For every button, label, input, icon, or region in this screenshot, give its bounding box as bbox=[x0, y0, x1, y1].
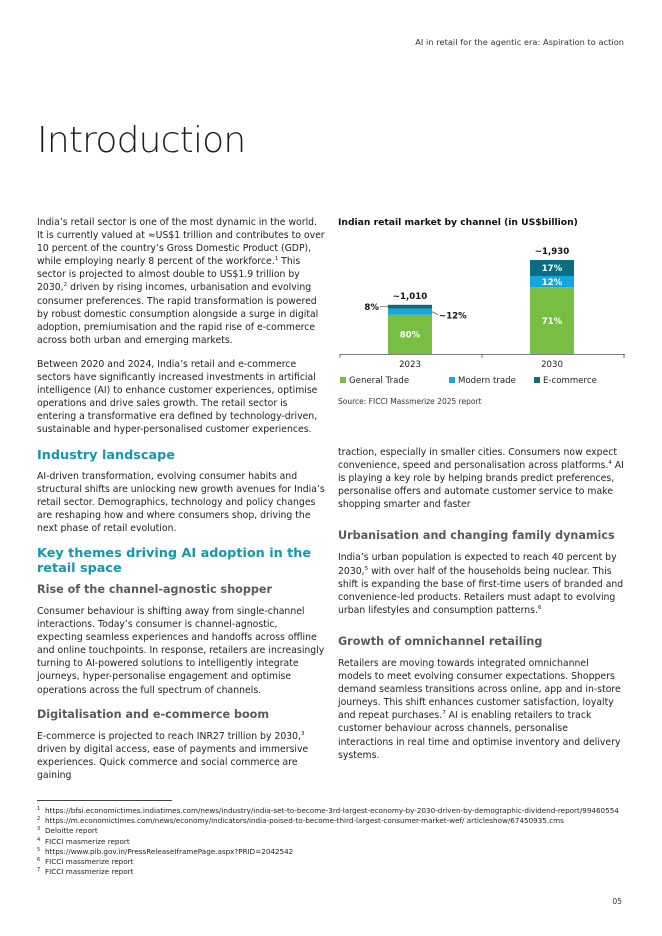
footnote-text: FICCI massmerize report bbox=[45, 857, 134, 867]
footnote-link[interactable]: https://m.economictimes.com/news/economy/indicators/india-poised-to-become-third-largest-consumer-market-wef/ articleshow/67450935.cms bbox=[45, 816, 564, 826]
legend-label: General Trade bbox=[349, 376, 410, 386]
retail-channel-chart bbox=[330, 236, 630, 394]
footnote-ref[interactable]: 1 bbox=[274, 256, 279, 263]
footnote-item: 3 Deloitte report bbox=[37, 826, 98, 836]
omnichannel-text: Retailers are moving towards integrated omnichannel models to meet evolving consumer expectations. Shoppers demand seamless transitions across online, app and in-store journeys. This shift enhances customer satisfaction, loyalty and repeat purchases.$^7$ AI is enabling retailers to track customer behaviour across channels, personalise interactions in real time and optimise inventory and delivery systems. bbox=[338, 657, 621, 761]
page-number: 05 bbox=[612, 897, 622, 906]
channel-agnostic-heading: Rise of the channel-agnostic shopper bbox=[37, 582, 272, 596]
footnote-item: 6 FICCI massmerize report bbox=[37, 857, 134, 867]
data-label: 8% bbox=[364, 302, 379, 313]
industry-landscape-text: AI-driven transformation, evolving consumer habits and structural shifts are unlocking new growth avenues for India’s retail sector. Demographics, technology and policy changes are reshaping how and where consumers shop, driving the next phase of retail evolution. bbox=[37, 470, 325, 534]
data-label: ~12% bbox=[439, 311, 467, 322]
footnote-link[interactable]: https://bfsi.economictimes.indiatimes.com/news/industry/india-set-to-become-3rd-largest-economy-by-2030-driven-by-demographic-dividend-report/99460554 bbox=[45, 806, 619, 815]
footnote-item: 2 https://m.economictimes.com/news/economy/indicators/india-poised-to-become-third-largest-consumer-market-wef/ articleshow/67450935.cms bbox=[37, 816, 564, 826]
data-label: 80% bbox=[399, 330, 421, 341]
footnote-item: 4 FICCI masmerize report bbox=[37, 836, 130, 846]
legend-swatch bbox=[340, 377, 346, 383]
right-column bbox=[338, 446, 624, 773]
left-column bbox=[37, 216, 325, 793]
legend-label: Modern trade bbox=[458, 376, 516, 386]
bar-segment-modern-trade bbox=[388, 309, 432, 315]
x-tick-label: 2023 bbox=[399, 360, 421, 370]
data-label: 17% bbox=[541, 264, 563, 275]
bar-segment-e-commerce bbox=[388, 305, 432, 309]
urbanisation-heading: Urbanisation and changing family dynamics bbox=[338, 529, 615, 543]
intro-paragraph-2: Between 2020 and 2024, India’s retail and e-commerce sectors have significantly increased investments in artificial intelligence (AI) to enhance customer experiences, optimise operations and drive sales growth. The retail sector is entering a transformative era defined by technology-driven, sustainable and hyper-personalised customer experiences. bbox=[37, 358, 318, 436]
total-label: ~1,010 bbox=[392, 291, 428, 302]
footnote-item: 1 https://bfsi.economictimes.indiatimes.com/news/industry/india-set-to-become-3rd-largest-economy-by-2030-driven-by-demographic-dividend-report/99460554 bbox=[37, 806, 619, 815]
data-label: 71% bbox=[541, 316, 563, 327]
industry-landscape-heading: Industry landscape bbox=[37, 447, 175, 463]
footnote-link[interactable]: https://www.pib.gov.in/PressReleaseIframePage.aspx?PRID=2042542 bbox=[45, 846, 294, 856]
footnote-ref[interactable]: 2 bbox=[63, 282, 68, 289]
footnote-item: 7 FICCI massmerize report bbox=[37, 867, 134, 877]
intro-paragraph-1: India’s retail sector is one of the most dynamic in the world. It is currently valued at ≈US$1 trillion and contributes to over 10 percent of the country’s Gross Domestic Product (GDP), while employing nearly 8 percent of the workforce.$^1$ This sector is projected to almost double to US$1.9 trillion by 2030,$^2$ driven by rising incomes, urbanisation and evolving consumer preferences. The rapid transformation is powered by robust domestic consumption alongside a surge in digital adoption, premiumisation and the rapid rise of e-commerce across both urban and emerging markets. bbox=[37, 217, 325, 346]
footnote-ref[interactable]: 5 bbox=[364, 565, 369, 572]
data-label: 12% bbox=[541, 277, 563, 288]
footnote-ref[interactable]: 7 bbox=[442, 710, 446, 717]
footnote-ref[interactable]: 4 bbox=[608, 460, 612, 467]
footnote-text: Deloitte report bbox=[45, 826, 98, 836]
legend-swatch bbox=[449, 377, 455, 383]
chart-title: Indian retail market by channel (in US$billion) bbox=[338, 217, 578, 228]
x-tick-label: 2030 bbox=[541, 360, 563, 370]
channel-agnostic-text: Consumer behaviour is shifting away from single-channel interactions. Today’s consumer is channel-agnostic, expecting seamless experiences and handoffs across offline and online touchpoints. In response, retailers are increasingly turning to AI-powered solutions to intelligently integrate journeys, hyper-personalise engagement and optimise operations across the full spectrum of channels. bbox=[37, 605, 325, 696]
footnote-item: 5 https://www.pib.gov.in/PressReleaseIframePage.aspx?PRID=2042542 bbox=[37, 846, 294, 856]
digitalisation-text: E-commerce is projected to reach INR27 trillion by 2030,$^3$ driven by digital access, ease of payments and immersive experiences. Quick commerce and social commerce are gaining bbox=[37, 730, 309, 781]
running-header: AI in retail for the agentic era: Aspiration to action bbox=[415, 37, 624, 47]
footnote-ref[interactable]: 3 bbox=[301, 730, 305, 737]
key-themes-heading: Key themes driving AI adoption in the retail space bbox=[37, 545, 312, 576]
footnote-ref[interactable]: 6 bbox=[537, 604, 542, 611]
quick-commerce-continuation: traction, especially in smaller cities. Consumers now expect convenience, speed and personalisation across platforms.$^4$ AI is playing a key role by helping brands predict preferences, personalise offers and automate customer service to make shopping smarter and faster bbox=[338, 447, 624, 511]
total-label: ~1,930 bbox=[534, 247, 570, 257]
footnote-text: FICCI massmerize report bbox=[45, 867, 134, 877]
legend-swatch bbox=[534, 377, 540, 383]
page-title: Introduction bbox=[37, 120, 246, 161]
urbanisation-text: India’s urban population is expected to reach 40 percent by 2030,$^5$ with over half of the households being nuclear. This shift is expanding the base of first-time users of branded and convenience-led products. Retailers must adapt to evolving urban lifestyles and consumption patterns.$^6$ bbox=[338, 552, 624, 616]
chart-source: Source: FICCI Massmerize 2025 report bbox=[338, 397, 482, 406]
omnichannel-heading: Growth of omnichannel retailing bbox=[338, 634, 543, 648]
digitalisation-heading: Digitalisation and e-commerce boom bbox=[37, 707, 270, 721]
footnote-text: FICCI masmerize report bbox=[45, 836, 130, 846]
footnotes bbox=[37, 800, 629, 877]
legend-label: E-commerce bbox=[543, 376, 597, 386]
label-leader bbox=[432, 312, 438, 315]
